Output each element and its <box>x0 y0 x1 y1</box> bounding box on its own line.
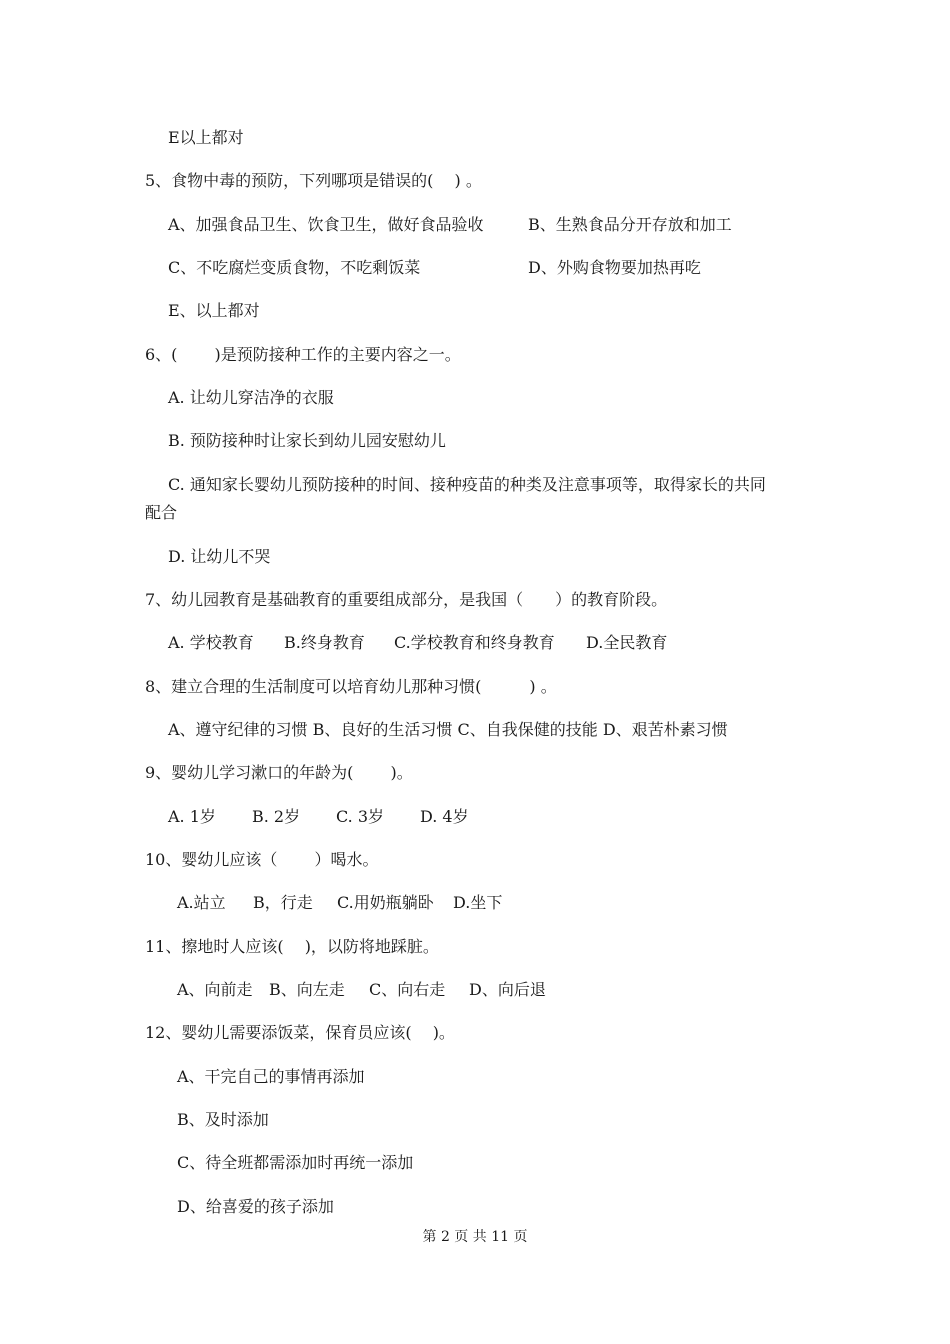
question-6-option-c: C. 通知家长婴幼儿预防接种的时间、接种疫苗的种类及注意事项等，取得家长的共同 <box>168 475 766 494</box>
option-e-carry-over: E以上都对 <box>168 128 244 147</box>
question-10-option-b: B，行走 <box>253 893 313 912</box>
question-10-option-a: A.站立 <box>177 893 226 912</box>
question-5-option-a: A、加强食品卫生、饮食卫生，做好食品验收 <box>168 215 484 234</box>
question-7-stem: 7、幼儿园教育是基础教育的重要组成部分，是我国（ ）的教育阶段。 <box>145 590 668 609</box>
question-9-options-row <box>168 807 508 827</box>
question-12-option-a: A、干完自己的事情再添加 <box>177 1067 365 1086</box>
question-11-option-b: B、向左走 <box>269 980 345 999</box>
question-9-option-b: B. 2岁 <box>252 807 301 826</box>
question-9-option-d: D. 4岁 <box>420 807 469 826</box>
question-11-option-a: A、向前走 <box>177 980 253 999</box>
question-12-stem: 12、婴幼儿需要添饭菜，保育员应该( )。 <box>145 1023 455 1042</box>
question-5-stem: 5、食物中毒的预防，下列哪项是错误的( ) 。 <box>145 171 482 190</box>
question-6-option-b: B. 预防接种时让家长到幼儿园安慰幼儿 <box>168 431 446 450</box>
question-10-options-row <box>177 893 537 913</box>
question-6-option-a: A. 让幼儿穿洁净的衣服 <box>168 388 334 407</box>
question-5-options-row-1 <box>168 215 788 235</box>
question-10-option-d: D.坐下 <box>453 893 503 912</box>
question-12-option-b: B、及时添加 <box>177 1110 269 1129</box>
question-11-option-c: C、向右走 <box>369 980 446 999</box>
question-5-option-e: E、以上都对 <box>168 301 260 320</box>
question-10-stem: 10、婴幼儿应该（ ）喝水。 <box>145 850 379 869</box>
question-8-options: A、遵守纪律的习惯 B、良好的生活习惯 C、自我保健的技能 D、艰苦朴素习惯 <box>168 720 728 739</box>
question-7-option-a: A. 学校教育 <box>168 633 254 652</box>
question-5-option-c: C、不吃腐烂变质食物，不吃剩饭菜 <box>168 258 421 277</box>
question-6-option-c-continued: 配合 <box>145 503 178 522</box>
question-7-option-b: B.终身教育 <box>284 633 365 652</box>
question-11-options-row <box>177 980 577 1000</box>
question-9-option-c: C. 3岁 <box>336 807 385 826</box>
question-5-options-row-2 <box>168 258 788 278</box>
question-9-option-a: A. 1岁 <box>168 807 216 826</box>
question-12-option-c: C、待全班都需添加时再统一添加 <box>177 1153 414 1172</box>
question-11-stem: 11、擦地时人应该( )，以防将地踩脏。 <box>145 937 439 956</box>
question-10-option-c: C.用奶瓶躺卧 <box>337 893 434 912</box>
question-8-stem: 8、建立合理的生活制度可以培育幼儿那种习惯( ) 。 <box>145 677 557 696</box>
question-5-option-b: B、生熟食品分开存放和加工 <box>528 215 732 234</box>
question-11-option-d: D、向后退 <box>469 980 546 999</box>
page-number-footer: 第 2 页 共 11 页 <box>422 1229 528 1245</box>
question-6-stem: 6、( )是预防接种工作的主要内容之一。 <box>145 345 461 364</box>
question-7-option-d: D.全民教育 <box>586 633 668 652</box>
question-6-option-d: D. 让幼儿不哭 <box>168 547 271 566</box>
question-7-option-c: C.学校教育和终身教育 <box>394 633 555 652</box>
question-12-option-d: D、给喜爱的孩子添加 <box>177 1197 334 1216</box>
question-5-option-d: D、外购食物要加热再吃 <box>528 258 701 277</box>
question-9-stem: 9、婴幼儿学习漱口的年龄为( )。 <box>145 763 413 782</box>
question-7-options-row <box>168 633 728 653</box>
